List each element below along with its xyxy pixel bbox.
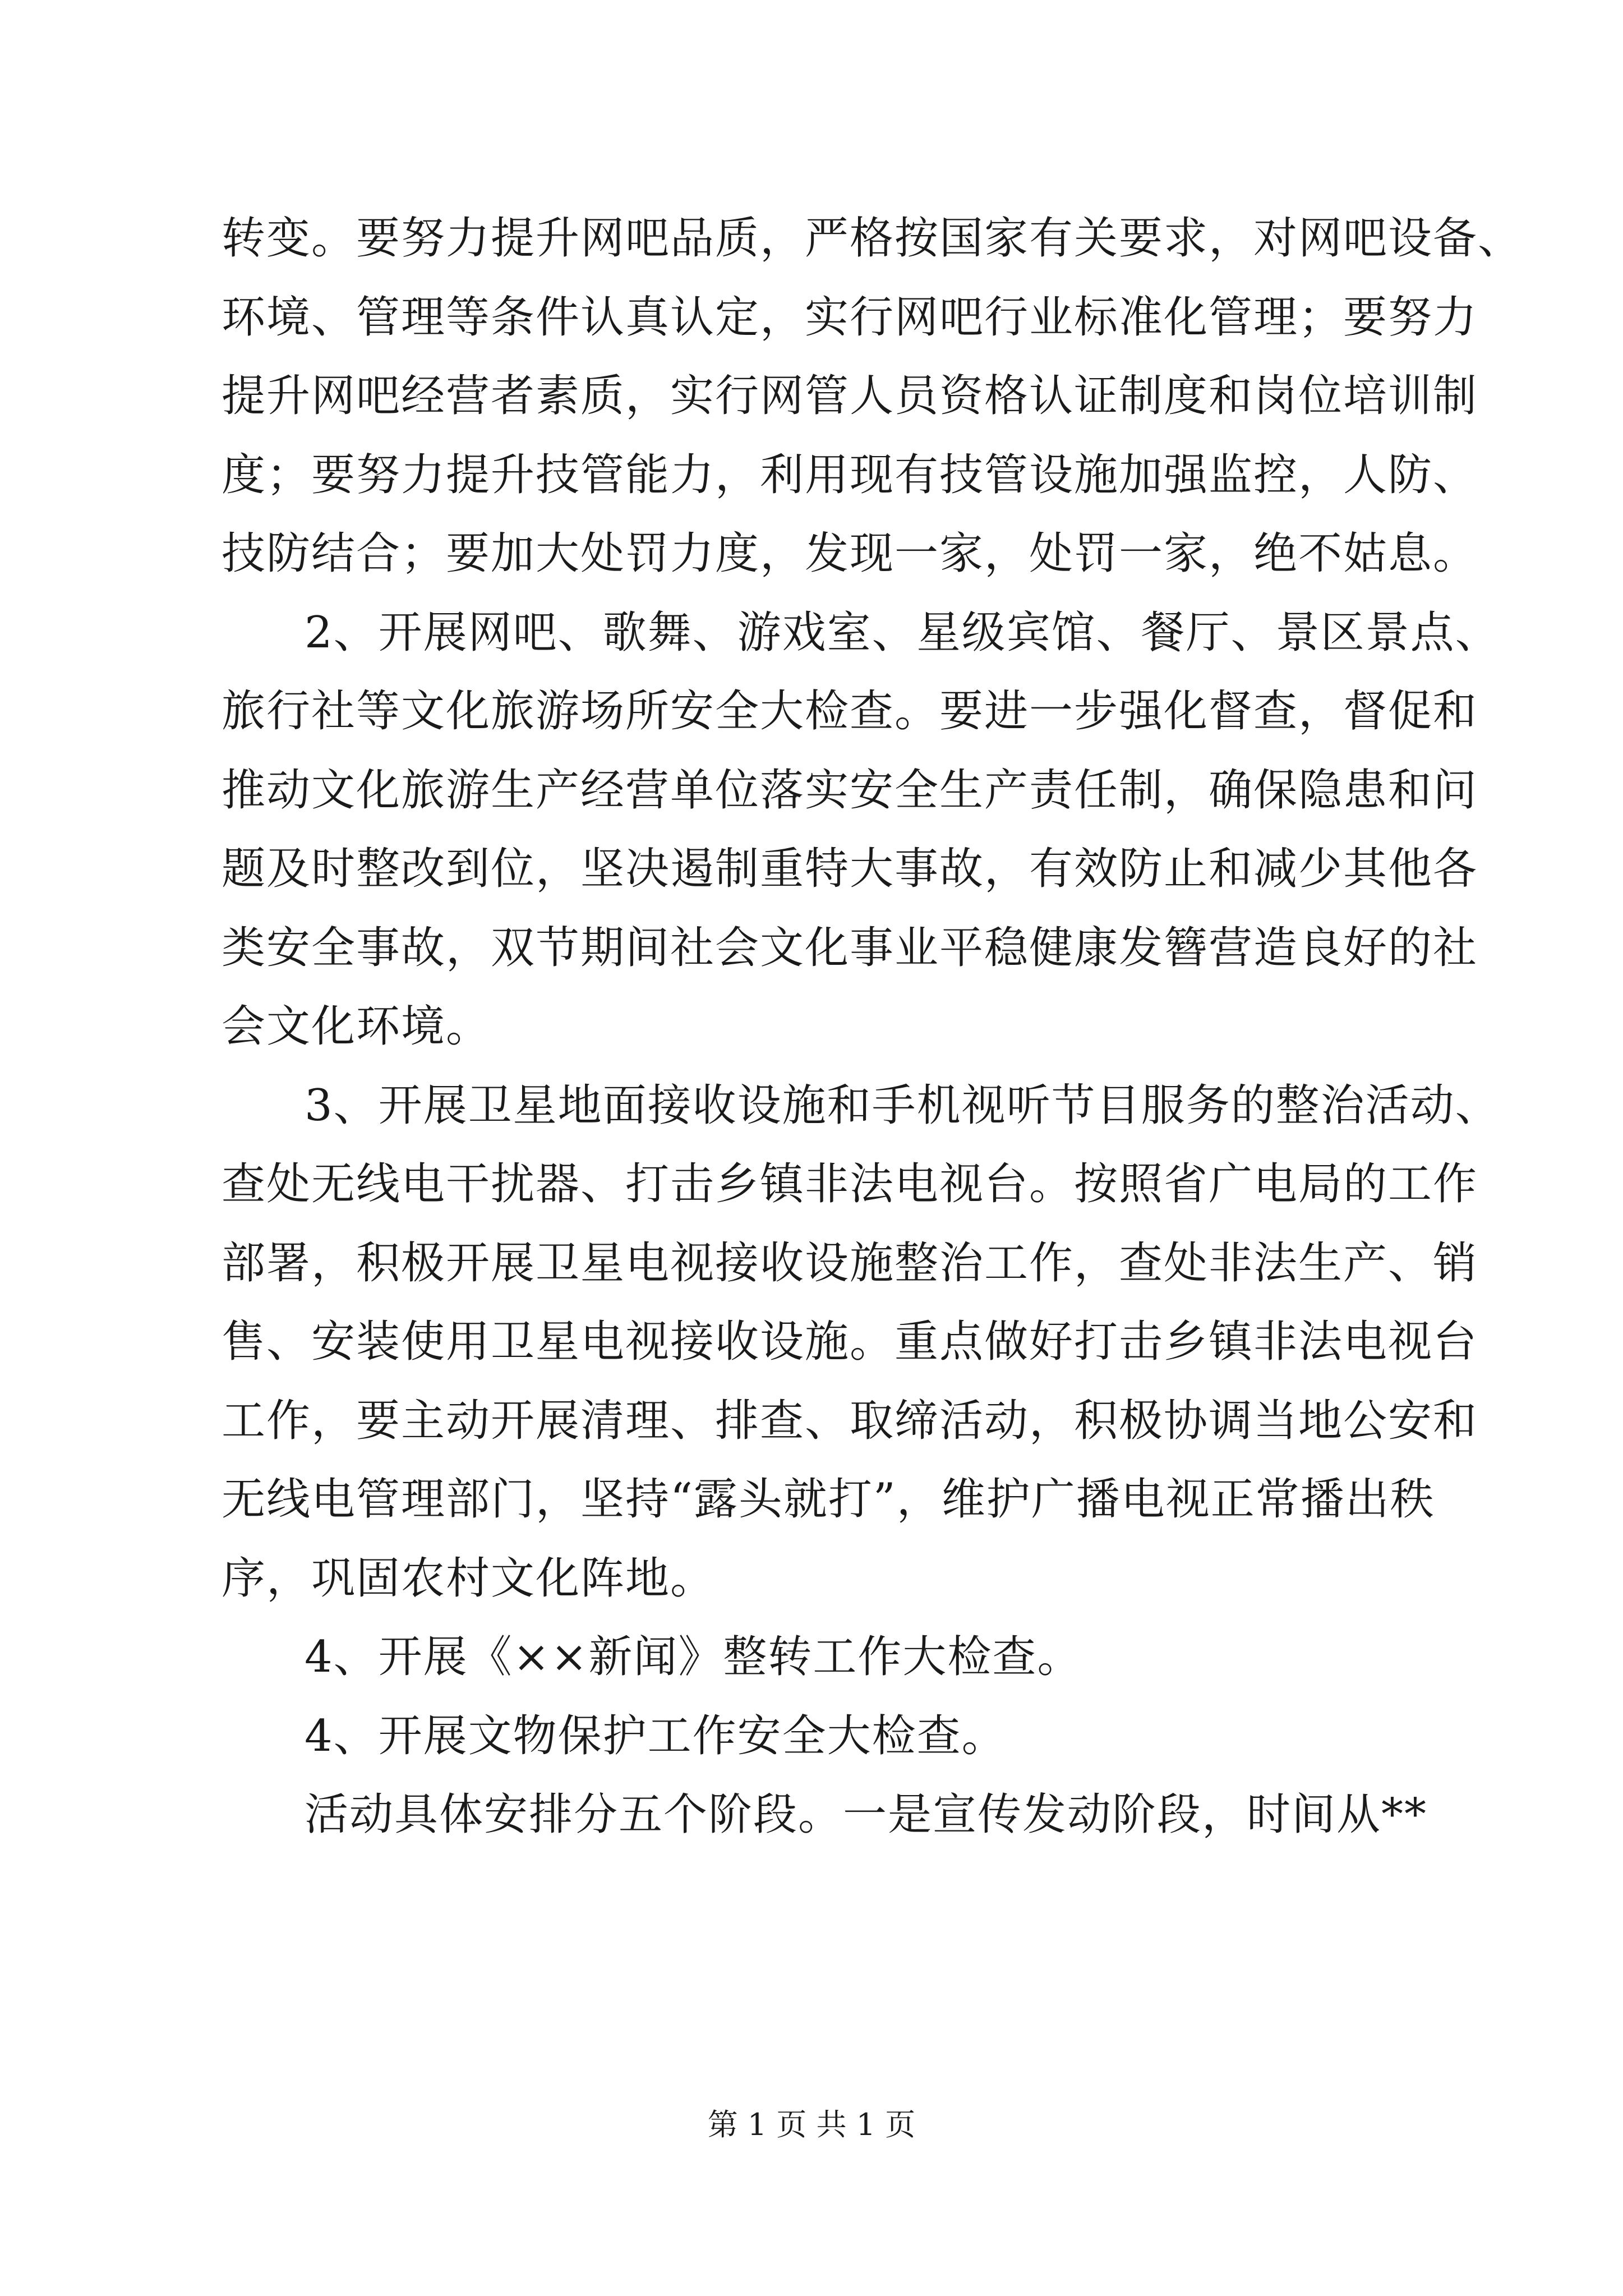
text-line: 度；要努力提升技管能力，利用现有技管设施加强监控，人防、	[222, 449, 1478, 500]
text-line: 旅行社等文化旅游场所安全大检查。要进一步强化督查，督促和	[222, 686, 1478, 737]
text-line: 无线电管理部门，坚持“露头就打”，维护广播电视正常播出秩	[222, 1474, 1435, 1525]
text-line: 售、安装使用卫星电视接收设施。重点做好打击乡镇非法电视台	[222, 1317, 1478, 1367]
text-line: 类安全事故，双节期间社会文化事业平稳健康发簪营造良好的社	[222, 922, 1478, 973]
text-line: 4、开展《××新闻》整转工作大检查。	[305, 1632, 1082, 1682]
text-line: 题及时整改到位，坚决遏制重特大事故，有效防止和减少其他各	[222, 844, 1478, 894]
text-line: 转变。要努力提升网吧品质，严格按国家有关要求，对网吧设备、	[222, 213, 1523, 264]
text-line: 序，巩固农村文化阵地。	[222, 1553, 716, 1604]
text-line: 推动文化旅游生产经营单位落实安全生产责任制，确保隐患和问	[222, 765, 1478, 816]
text-line: 会文化环境。	[222, 1001, 491, 1052]
text-line: 部署，积极开展卫星电视接收设施整治工作，查处非法生产、销	[222, 1237, 1478, 1289]
text-line: 工作，要主动开展清理、排查、取缔活动，积极协调当地公安和	[222, 1395, 1478, 1446]
text-line: 提升网吧经营者素质，实行网管人员资格认证制度和岗位培训制	[222, 371, 1478, 421]
text-line: 查处无线电干扰器、打击乡镇非法电视台。按照省广电局的工作	[222, 1159, 1478, 1209]
text-line: 2、开展网吧、歌舞、游戏室、星级宾馆、餐厅、景区景点、	[305, 607, 1500, 658]
text-line: 4、开展文物保护工作安全大检查。	[305, 1710, 1007, 1761]
page-footer: 第 1 页 共 1 页	[707, 2107, 916, 2142]
text-line: 3、开展卫星地面接收设施和手机视听节目服务的整治活动、	[305, 1080, 1500, 1131]
text-line: 技防结合；要加大处罚力度，发现一家，处罚一家，绝不姑息。	[222, 528, 1478, 579]
text-line: 环境、管理等条件认真认定，实行网吧行业标准化管理；要努力	[222, 292, 1478, 343]
document-body	[222, 199, 1523, 1855]
text-line: 活动具体安排分五个阶段。一是宣传发动阶段，时间从**	[305, 1789, 1428, 1840]
